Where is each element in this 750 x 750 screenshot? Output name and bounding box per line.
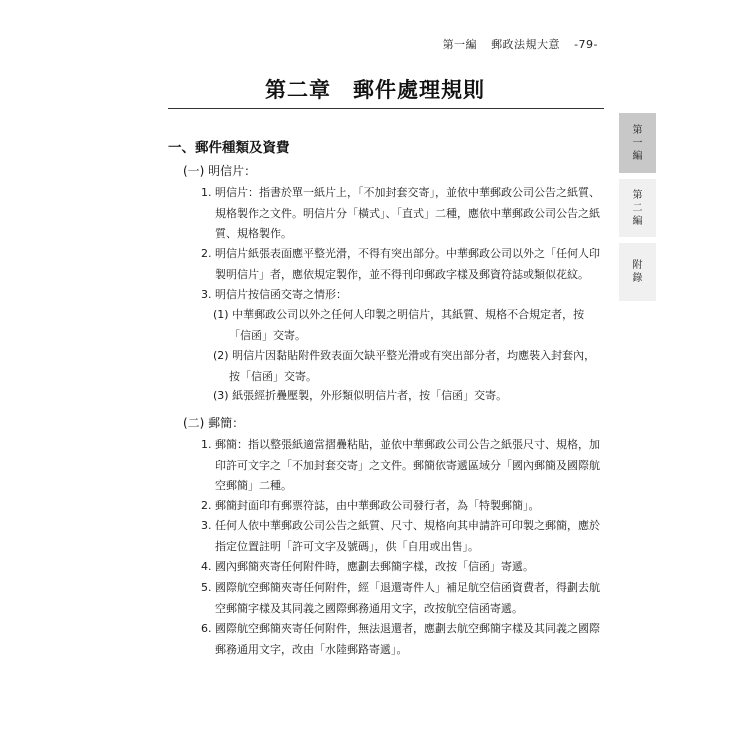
- item-number: 2.: [201, 247, 212, 260]
- subsection-heading-aerogram: (二) 郵簡：: [183, 416, 245, 430]
- section-heading: 一、郵件種類及資費: [168, 140, 290, 156]
- chapter-title: [0, 74, 750, 104]
- item-text: 明信片按信函交寄之情形：: [215, 288, 347, 301]
- list-item: [201, 435, 605, 497]
- sub-list-item: (2) 明信片因黏貼附件致表面欠缺平整光滑或有突出部分者，均應裝入封套內，按「信函」交寄。: [213, 349, 596, 383]
- list-item: [201, 244, 605, 285]
- item-number: 1.: [201, 438, 212, 451]
- side-tab-appendix[interactable]: 附 錄: [619, 243, 656, 301]
- item-number: 2.: [201, 499, 212, 512]
- item-number: 3.: [201, 288, 212, 301]
- item-text: 國內郵簡夾寄任何附件時，應劃去郵簡字樣，改按「信函」寄遞。: [215, 560, 534, 573]
- header-topic: 郵政法規大意: [491, 38, 561, 51]
- item-number: 3.: [201, 519, 212, 532]
- list-item: [201, 183, 605, 245]
- item-number: 6.: [201, 622, 212, 635]
- item-text: 明信片紙張表面應平整光滑，不得有突出部分。中華郵政公司以外之「任何人印製明信片」者，應依規定製作，並不得刊印郵政字樣及郵資符誌或類似花紋。: [215, 247, 600, 281]
- running-header: [433, 36, 598, 52]
- item-text: 任何人依中華郵政公司公告之紙質、尺寸、規格向其申請許可印製之郵簡，應於指定位置註明「許可文字及號碼」，供「自用或出售」。: [215, 519, 600, 553]
- list-item: [201, 496, 605, 517]
- chapter-label: 第二章: [265, 78, 331, 102]
- list-item: [201, 285, 605, 306]
- item-text: 郵簡封面印有郵票符誌，由中華郵政公司發行者，為「特製郵簡」。: [215, 499, 540, 512]
- chapter-name: 郵件處理規則: [353, 78, 485, 102]
- list-item: [201, 516, 605, 557]
- list-item: [201, 619, 605, 660]
- item-number: 1.: [201, 186, 212, 199]
- item-text: 郵簡：指以整張紙適當摺疊粘貼，並依中華郵政公司公告之紙張尺寸、規格，加印許可文字之「不加封套交寄」之文件。郵簡依寄遞區域分「國內郵簡及國際航空郵簡」二種。: [215, 438, 600, 492]
- page-number: -79-: [574, 38, 598, 51]
- list-item: [201, 557, 605, 578]
- sub-list-item: (3) 紙張經折疊壓製，外形類似明信片者，按「信函」交寄。: [213, 389, 508, 402]
- list-item: [201, 578, 605, 619]
- item-text: 國際航空郵簡夾寄任何附件，經「退還寄件人」補足航空信函資費者，得劃去航空郵簡字樣及其同義之國際郵務通用文字，改按航空信函寄遞。: [215, 581, 600, 615]
- subsection-heading-postcard: (一) 明信片：: [183, 164, 257, 178]
- item-number: 4.: [201, 560, 212, 573]
- side-tab-part-1[interactable]: 第 一 編: [619, 113, 656, 173]
- item-number: 5.: [201, 581, 212, 594]
- header-part: 第一編: [442, 38, 478, 51]
- side-tab-part-2[interactable]: 第 二 編: [619, 179, 656, 237]
- title-divider: [168, 108, 604, 109]
- side-tabs: [619, 113, 656, 307]
- item-text: 明信片：指書於單一紙片上，「不加封套交寄」，並依中華郵政公司公告之紙質、規格製作之文件。明信片分「橫式」、「直式」二種，應依中華郵政公司公告之紙質、規格製作。: [215, 186, 600, 240]
- sub-list-item: (1) 中華郵政公司以外之任何人印製之明信片，其紙質、規格不合規定者，按「信函」交寄。: [213, 308, 585, 342]
- item-text: 國際航空郵簡夾寄任何附件，無法退還者，應劃去航空郵簡字樣及其同義之國際郵務通用文字，改由「水陸郵路寄遞」。: [215, 622, 600, 656]
